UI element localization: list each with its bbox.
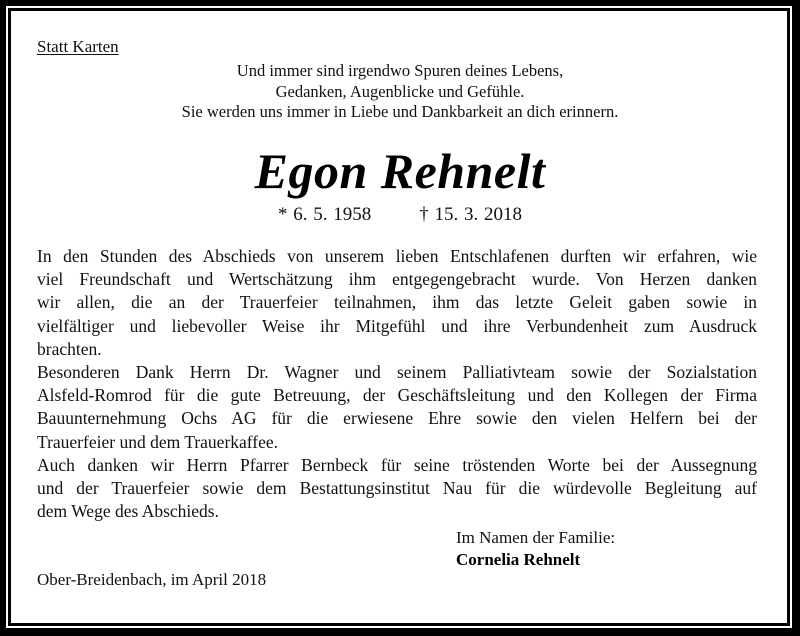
text-line: dem Wege des Abschieds. [37,501,219,522]
place-and-date: Ober-Breidenbach, im April 2018 [37,570,267,589]
text-line: vielfältiger und liebevoller Weise ihr Mitgefühl und ihre Verbundenheit zum Ausdruck [37,315,757,336]
text-line: In den Stunden des Abschieds von unserem lieben Entschlafenen durften wir erfahren, wie [37,246,757,266]
paragraph-thanks-pastor [37,454,757,524]
text-line: wir allen, die an der Trauerfeier teilnahmen, ihm das letzte Geleit gaben sowie in [37,292,757,313]
text-line: brachten. [37,338,102,359]
text-line: Besonderen Dank Herrn Dr. Wagner und seinem Palliativteam sowie der Sozialstation [37,361,757,382]
text-line: Trauerfeier und dem Trauerkaffee. [37,431,279,452]
paragraph-thanks-general [37,245,757,361]
motto-line: Sie werden uns immer in Liebe und Dankbarkeit an dich erinnern. [181,102,619,121]
text-line: Bauunternehmung Ochs AG für die erwiesene Ehre sowie den vielen Helfern bei der [37,408,757,429]
motto-line: Gedanken, Augenblicke und Gefühle. [275,81,525,101]
memorial-motto [0,61,800,123]
motto-line: Und immer sind irgendwo Spuren deines Lebens, [236,61,564,80]
text-line: Alsfeld-Romrod für die gute Betreuung, der Geschäftsleitung und den Kollegen der Firma [37,385,757,406]
life-dates [0,203,800,227]
signer-name: Cornelia Rehnelt [456,550,581,569]
text-line: Auch danken wir Herrn Pfarrer Bernbeck für seine tröstenden Worte bei der Aussegnung [37,454,757,475]
deceased-name: Egon Rehnelt [254,143,546,199]
death-date: † 15. 3. 2018 [419,204,522,225]
signature-intro: Im Namen der Familie: [456,528,616,547]
signature-block [456,527,615,571]
thank-you-text [37,245,757,523]
paragraph-thanks-special [37,361,757,454]
notice-header: Statt Karten [37,37,119,56]
text-line: und der Trauerfeier sowie dem Bestattungsinstitut Nau für die würdevolle Begleitung auf [37,477,757,498]
text-line: viel Freundschaft und Wertschätzung ihm entgegengebracht wurde. Von Herzen danken [37,269,757,290]
birth-date: * 6. 5. 1958 [278,204,372,225]
